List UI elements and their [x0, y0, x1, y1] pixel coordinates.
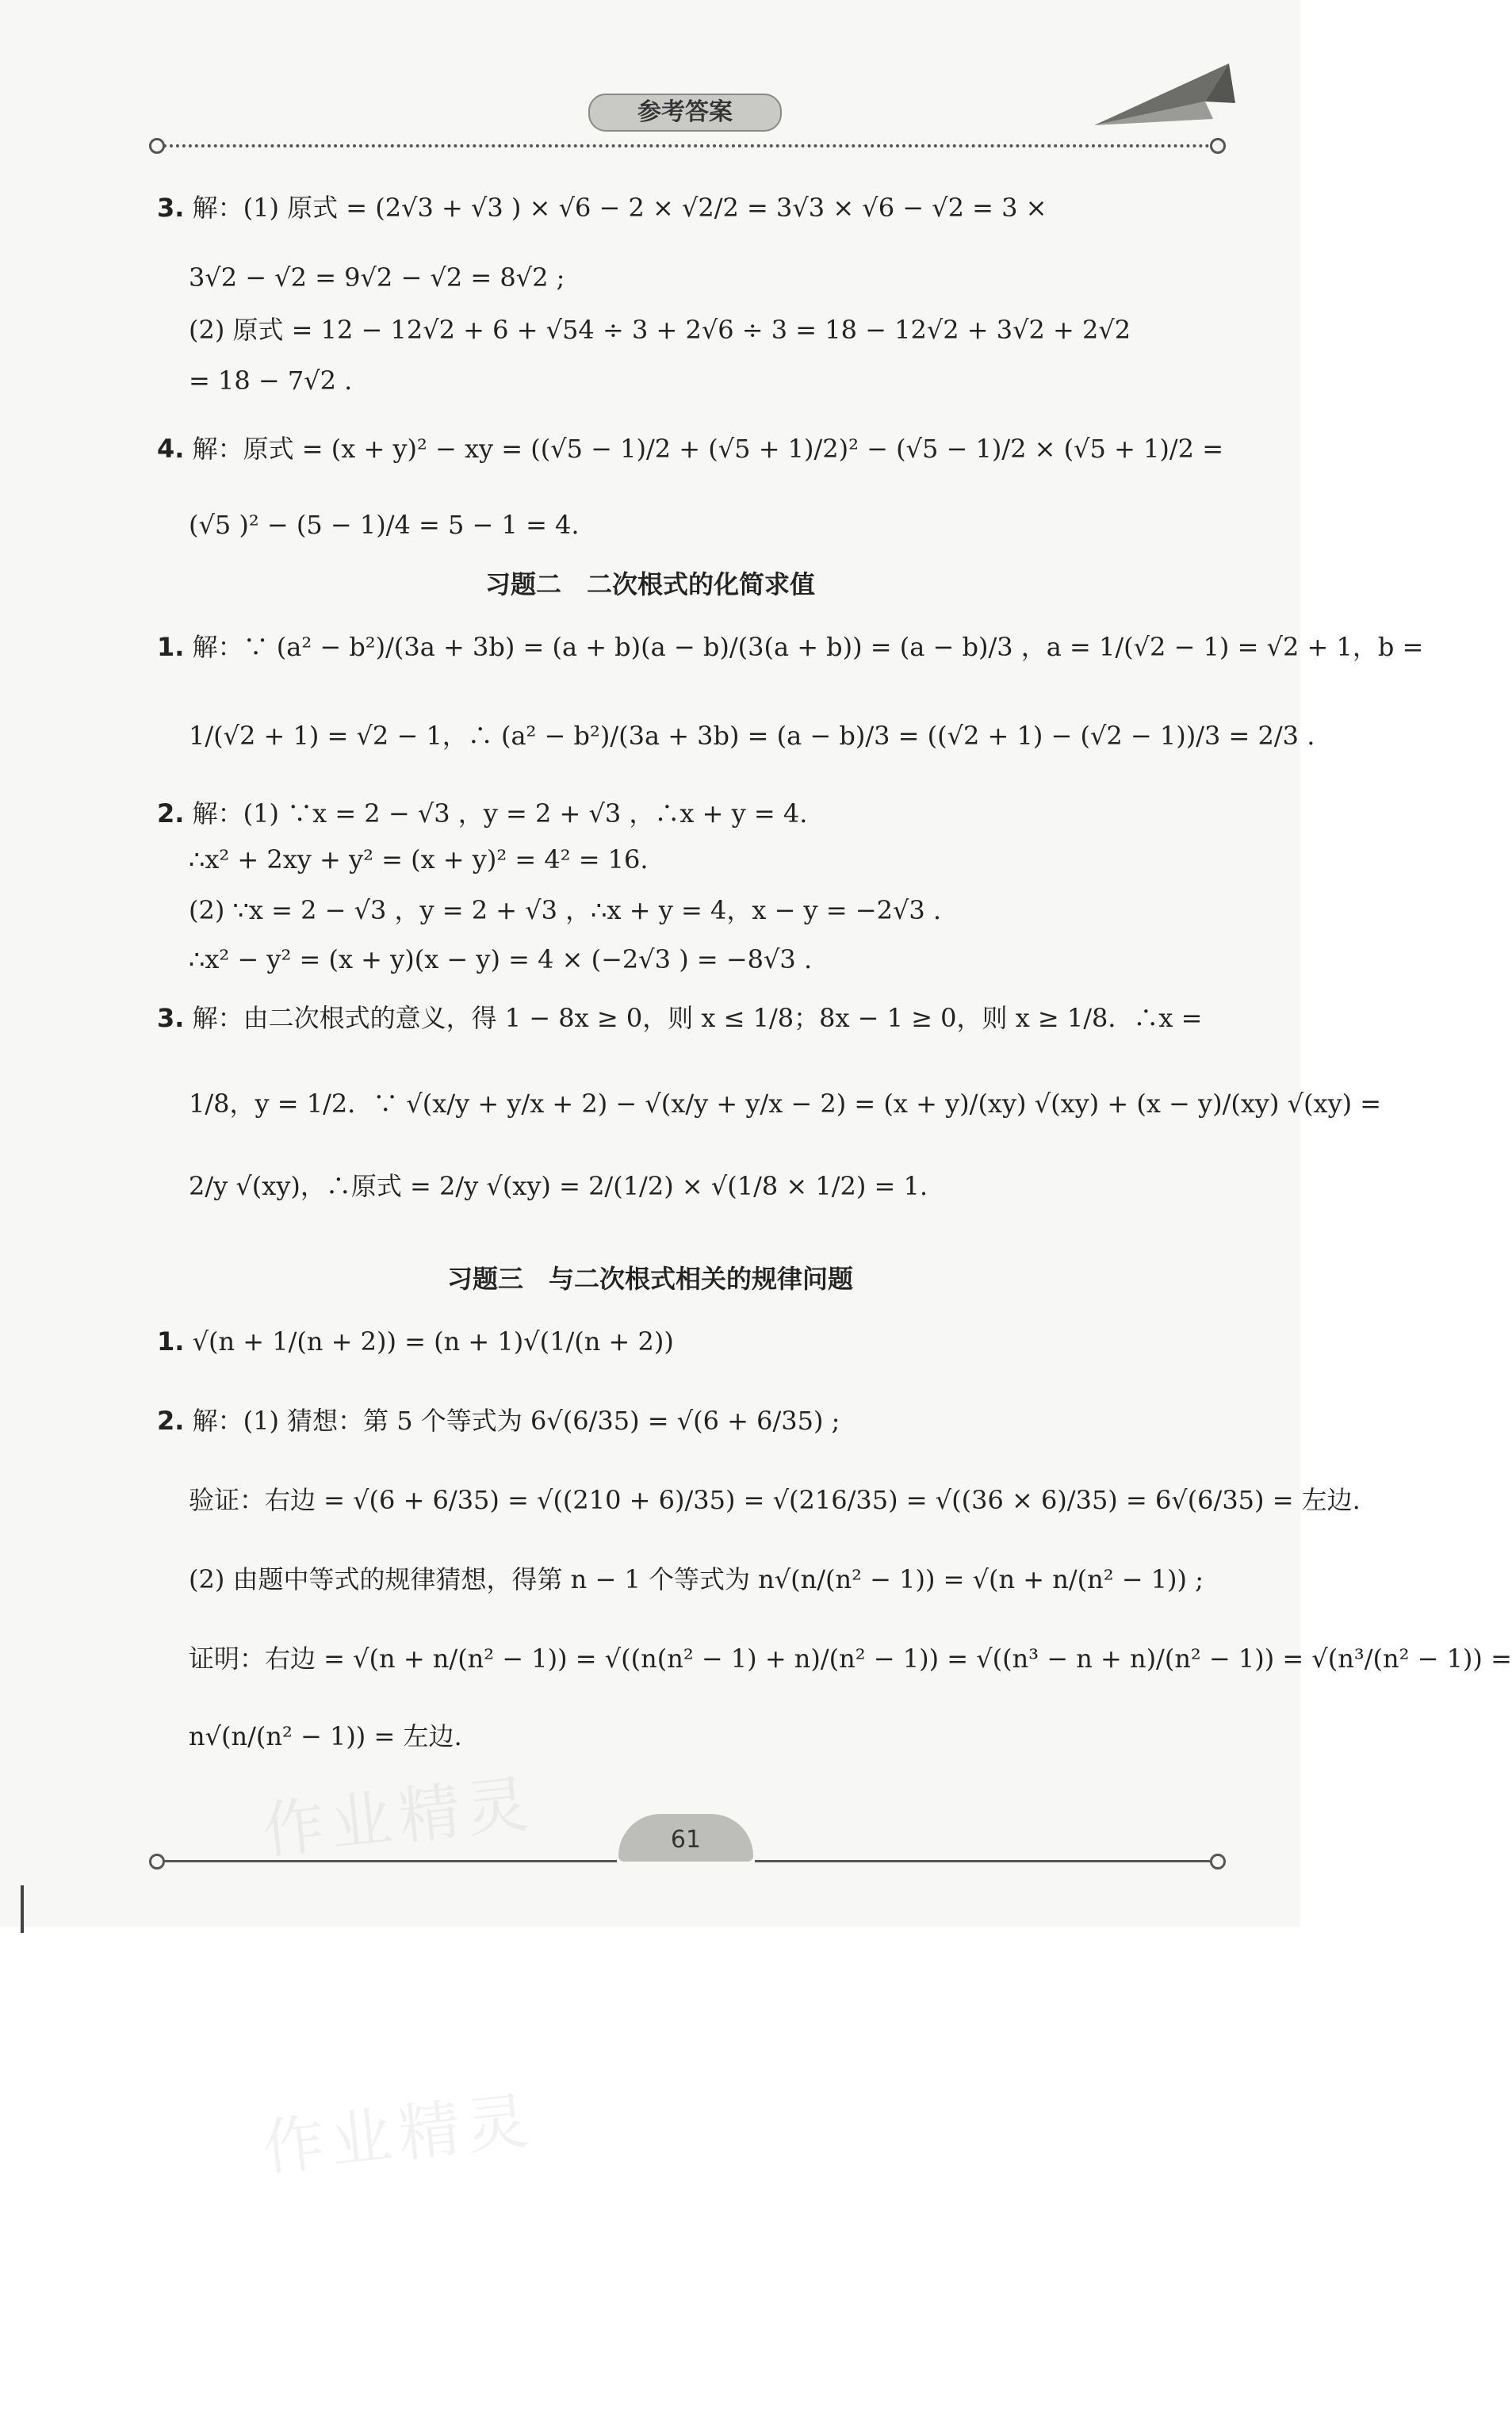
q3-line-3: (2) 原式 = 12 − 12√2 + 6 + √54 ÷ 3 + 2√6 ÷ 3 = 18 − 12√2 + 3√2 + 2√2 — [189, 315, 1131, 345]
q4-number: 4. — [157, 434, 185, 464]
section-3-title: 习题三 与二次根式相关的规律问题 — [446, 1264, 853, 1294]
section-2-title: 习题二 二次根式的化简求值 — [484, 569, 815, 599]
s3q2-number: 2. — [157, 1406, 185, 1436]
s3q2-line-2: 验证：右边 = √(6 + 6/35) = √((210 + 6)/35) = √(216/35) = √((36 × 6)/35) = 6√(6/35) = 左边. — [189, 1485, 1361, 1515]
q4-line-1 — [157, 425, 1223, 473]
header-rule — [163, 144, 1210, 147]
paper-plane-icon — [1094, 55, 1237, 135]
s2q2-number: 2. — [157, 798, 185, 829]
s2q1-line-2: 1/(√2 + 1) = √2 − 1，∴ (a² − b²)/(3a + 3b) = (a − b)/3 = ((√2 + 1) − (√2 − 1))/3 = 2/3 . — [189, 721, 1315, 751]
q3-line-1 — [157, 184, 1047, 232]
q3-line-4: = 18 − 7√2 . — [189, 365, 353, 396]
s2q2-text-1: 解：(1) ∵x = 2 − √3 ，y = 2 + √3 ，∴x + y = 4. — [192, 798, 808, 829]
s3q1-line-1 — [157, 1318, 674, 1365]
page-number: 61 — [618, 1814, 753, 1862]
s3q2-line-3: (2) 由题中等式的规律猜想，得第 n − 1 个等式为 n√(n/(n² − 1)) = √(n + n/(n² − 1)) ; — [189, 1564, 1204, 1594]
watermark-lower: 作业精灵 — [258, 2085, 538, 2185]
footer-rule-right-circle — [1210, 1854, 1226, 1870]
s2q3-line-2: 1/8，y = 1/2．∵ √(x/y + y/x + 2) − √(x/y + y/x − 2) = (x + y)/(xy) √(xy) + (x − y)/(xy) √(xy) = — [189, 1089, 1382, 1119]
footer-rule-right — [755, 1860, 1210, 1862]
s2q3-text-1: 解：由二次根式的意义，得 1 − 8x ≥ 0，则 x ≤ 1/8；8x − 1 ≥ 0，则 x ≥ 1/8．∴x = — [192, 1003, 1203, 1033]
s2q1-number: 1. — [157, 632, 185, 662]
s3q2-line-1 — [157, 1397, 840, 1445]
header-rule-right-circle — [1210, 138, 1226, 154]
s2q2-line-2: ∴x² + 2xy + y² = (x + y)² = 4² = 16. — [189, 844, 649, 874]
header-rule-left-circle — [149, 138, 165, 154]
q3-line-2: 3√2 − √2 = 9√2 − √2 = 8√2 ; — [189, 262, 565, 293]
header-badge: 参考答案 — [588, 94, 782, 132]
s3q1-number: 1. — [157, 1326, 185, 1357]
q3-number: 3. — [157, 193, 185, 223]
s3q2-text-1: 解：(1) 猜想：第 5 个等式为 6√(6/35) = √(6 + 6/35) ; — [192, 1406, 840, 1436]
footer-rule-left-circle — [149, 1854, 165, 1870]
s2q1-text-1: 解：∵ (a² − b²)/(3a + 3b) = (a + b)(a − b)/(3(a + b)) = (a − b)/3 ，a = 1/(√2 − 1) = √2 + 1，b = — [192, 632, 1424, 662]
s3q2-line-4: 证明：右边 = √(n + n/(n² − 1)) = √((n(n² − 1) + n)/(n² − 1)) = √((n³ − n + n)/(n² − 1)) = √(n³/(n² − 1)) = — [189, 1644, 1512, 1674]
s3q2-line-5: n√(n/(n² − 1)) = 左边. — [189, 1721, 462, 1751]
s2q2-line-3: (2) ∵x = 2 − √3 ，y = 2 + √3 ，∴x + y = 4，x − y = −2√3 . — [189, 895, 942, 925]
s2q1-line-1 — [157, 623, 1423, 671]
q4-line-2: (√5 )² − (5 − 1)/4 = 5 − 1 = 4. — [189, 510, 580, 540]
footer-rule-left — [163, 1860, 617, 1862]
q4-text-1: 解：原式 = (x + y)² − xy = ((√5 − 1)/2 + (√5 + 1)/2)² − (√5 − 1)/2 × (√5 + 1)/2 = — [192, 434, 1224, 464]
s2q3-line-1 — [157, 994, 1202, 1042]
s2q3-number: 3. — [157, 1003, 185, 1033]
s3q1-text-1: √(n + 1/(n + 2)) = (n + 1)√(1/(n + 2)) — [192, 1326, 674, 1357]
q3-text-1: 解：(1) 原式 = (2√3 + √3 ) × √6 − 2 × √2/2 = 3√3 × √6 − √2 = 3 × — [192, 193, 1047, 223]
watermark: 作业精灵 — [258, 1768, 538, 1868]
s2q2-line-1 — [157, 790, 807, 837]
s2q3-line-3: 2/y √(xy)，∴原式 = 2/y √(xy) = 2/(1/2) × √(1/8 × 1/2) = 1. — [189, 1171, 928, 1201]
margin-mark — [21, 1885, 24, 1933]
s2q2-line-4: ∴x² − y² = (x + y)(x − y) = 4 × (−2√3 ) = −8√3 . — [189, 944, 813, 974]
